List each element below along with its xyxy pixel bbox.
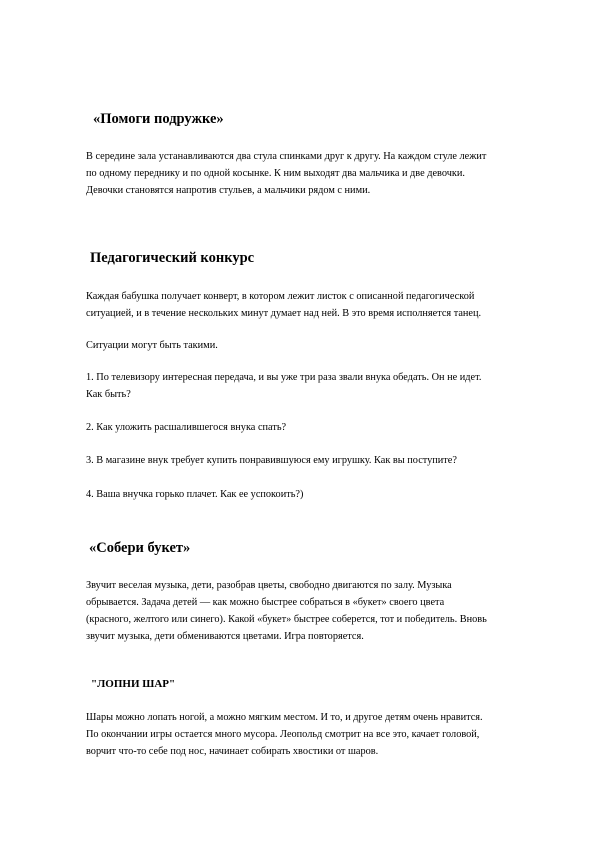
section-title-pop-balloon: "ЛОПНИ ШАР" <box>91 678 176 690</box>
section-title-collect-bouquet: «Собери букет» <box>89 540 191 556</box>
text-line: Девочки становятся напротив стульев, а мальчики рядом с ними. <box>86 185 371 196</box>
paragraph-situations-intro <box>86 337 546 354</box>
text-line: (красного, желтого или синего). Какой «букет» быстрее соберется, тот и победитель. Вновь <box>86 614 487 625</box>
text-line: обрывается. Задача детей — как можно быстрее собраться в «букет» своего цвета <box>86 597 445 608</box>
text-line: ситуацией, и в течение нескольких минут думает над ней. В это время исполняется танец. <box>86 308 482 319</box>
paragraph-contest-intro <box>86 288 546 322</box>
section-title-help-friend: «Помоги подружке» <box>93 111 224 127</box>
text-line: Как быть? <box>86 389 131 400</box>
text-line: Каждая бабушка получает конверт, в котором лежит листок с описанной педагогической <box>86 291 475 302</box>
paragraph-situation-2 <box>86 419 546 436</box>
text-line: 1. По телевизору интересная передача, и вы уже три раза звали внука обедать. Он не идет. <box>86 372 482 383</box>
paragraph-situation-4 <box>86 486 546 503</box>
text-line: Звучит веселая музыка, дети, разобрав цветы, свободно двигаются по залу. Музыка <box>86 580 452 591</box>
text-line: В середине зала устанавливаются два стула спинками друг к другу. На каждом стуле лежит <box>86 151 487 162</box>
text-line: по одному переднику и по одной косынке. К ним выходят два мальчика и две девочки. <box>86 168 465 179</box>
text-line: ворчит что-то себе под нос, начинает собирать хвостики от шаров. <box>86 746 379 757</box>
paragraph-bouquet-rules <box>86 577 546 645</box>
text-line: 3. В магазине внук требует купить понравившуюся ему игрушку. Как вы поступите? <box>86 455 457 466</box>
paragraph-situation-3 <box>86 452 546 469</box>
text-line: 2. Как уложить расшалившегося внука спать? <box>86 422 287 433</box>
paragraph-balloon-rules <box>86 709 546 760</box>
text-line: звучит музыка, дети обмениваются цветами. Игра повторяется. <box>86 631 364 642</box>
section-title-pedagogical-contest: Педагогический конкурс <box>90 250 255 266</box>
text-line: По окончании игры остается много мусора. Леопольд смотрит на все это, качает головой, <box>86 729 480 740</box>
text-line: 4. Ваша внучка горько плачет. Как ее успокоить?) <box>86 489 304 500</box>
text-line: Ситуации могут быть такими. <box>86 340 218 351</box>
paragraph-situation-1 <box>86 369 546 403</box>
text-line: Шары можно лопать ногой, а можно мягким местом. И то, и другое детям очень нравится. <box>86 712 483 723</box>
paragraph-help-friend-rules <box>86 148 546 199</box>
